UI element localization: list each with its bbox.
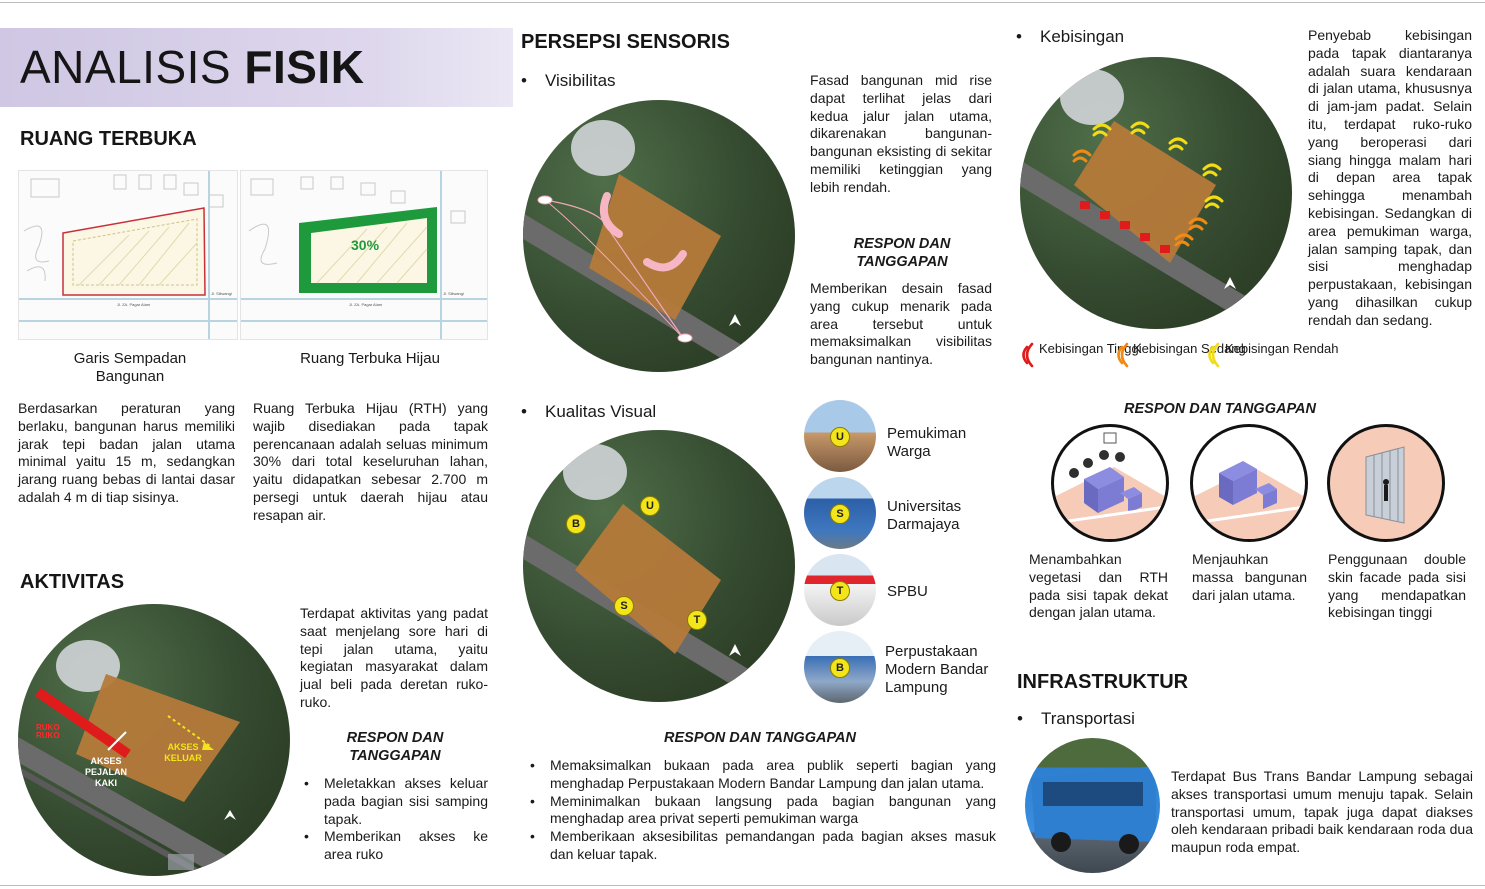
caption-garis-sempadan: Garis Sempadan Bangunan	[73, 350, 187, 385]
legend-rendah-icon	[1206, 342, 1220, 368]
bottom-rule	[0, 885, 1485, 886]
bullet-transportasi: • Transportasi	[1017, 709, 1135, 728]
text-transportasi: Terdapat Bus Trans Bandar Lampung sebagai akses transportasi umum menuju tapak. Selain transportasi umum, tapak juga dapat diakses oleh kendaraan pribadi baik kendaraan roda dua maupun roda empat.	[1171, 768, 1473, 856]
heading-ruang-terbuka: RUANG TERBUKA	[20, 128, 197, 150]
solution-vegetasi-illustration	[1051, 424, 1169, 542]
legend-sedang-icon	[1115, 342, 1129, 368]
legend-tinggi-label: Kebisingan Tinggi	[1039, 341, 1142, 356]
rth-percent-label: 30%	[351, 237, 380, 253]
respon-title-kualitas: RESPON DAN TANGGAPAN	[664, 730, 856, 746]
plan-right-side-label: Jl. Siliwangi	[443, 291, 464, 296]
marker-t: T	[687, 610, 707, 630]
plan-left-road-label: Jl. ZA. Pagar Alam	[117, 302, 151, 307]
bullet-kualitas-visual: • Kualitas Visual	[521, 402, 657, 421]
respon-list-kualitas	[526, 757, 996, 864]
plan-left-side-label: Jl. Siliwangi	[211, 291, 232, 296]
map-kebisingan	[1020, 57, 1292, 329]
aktivitas-map-art	[18, 604, 290, 876]
list-item: • Meletakkan akses keluar pada bagian sisi samping tapak.	[300, 775, 488, 828]
marker-u: U	[640, 496, 660, 516]
label-ruko: RUKO RUKO	[36, 723, 60, 740]
solution-double-skin-text: Penggunaan double skin facade pada sisi yang mendapatkan kebisingan tinggi	[1328, 551, 1466, 621]
bullet-kebisingan: • Kebisingan	[1016, 27, 1125, 46]
list-item: • Memaksimalkan bukaan pada area publik seperti bagian yang menghadap Perpustakaan Modern Bandar Lampung dan jalan utama.	[526, 757, 996, 793]
legend-rendah-label: Kebisingan Rendah	[1225, 341, 1339, 356]
map-visibilitas	[523, 100, 795, 372]
label-universitas: Universitas Darmajaya	[887, 498, 962, 533]
map-kualitas-visual	[523, 430, 795, 702]
text-kebisingan: Penyebab kebisingan pada tapak diantaranya adalah suara kendaraan di jalan utama, khususnya di jam-jam padat. Selain itu, terdapat ruko-ruko yang beroperasi dari siang hingga malam hari di depan area tapak sehingga menambah kebisingan. Sedangkan di area pemukiman warga, jalan samping tapak, dan sisi menghadap perpustakaan, kebisingan yang dihasilkan cukup rendah dan sedang.	[1308, 27, 1472, 328]
kualitas-map-art	[523, 430, 795, 702]
badge-u: U	[830, 427, 850, 447]
plan-rth	[240, 170, 488, 340]
bullet-visibilitas: • Visibilitas	[521, 71, 616, 90]
thumb-universitas	[804, 477, 876, 549]
label-akses-keluar: AKSES KELUAR	[164, 742, 202, 763]
respon-title-visibilitas: RESPON DAN TANGGAPAN	[853, 236, 951, 270]
solution-double-skin-illustration	[1327, 424, 1445, 542]
thumb-perpustakaan	[804, 631, 876, 703]
badge-s: S	[830, 504, 850, 524]
marker-s: S	[614, 596, 634, 616]
solution-jauhkan-text: Menjauhkan massa bangunan dari jalan utama.	[1192, 551, 1307, 603]
list-item: • Memberikan akses ke area ruko	[300, 828, 488, 864]
page-title: ANALISIS FISIK	[20, 41, 365, 93]
solution-jauhkan-art	[1193, 427, 1305, 539]
solution-double-skin-art	[1330, 427, 1442, 539]
solution-jauhkan-illustration	[1190, 424, 1308, 542]
text-aktivitas: Terdapat aktivitas yang padat saat menjelang sore hari di tepi jalan utama, yaitu kegiatan masyarakat dalam jual beli pada deretan ruko-ruko.	[300, 605, 488, 710]
badge-t: T	[830, 581, 850, 601]
rth-diagram	[241, 171, 488, 340]
plan-garis-sempadan	[18, 170, 238, 340]
respon-list-aktivitas	[300, 775, 488, 864]
photo-bus-trans	[1025, 738, 1160, 873]
solution-vegetasi-text: Menambahkan vegetasi dan RTH pada sisi tapak dekat dengan jalan utama.	[1029, 551, 1168, 621]
list-item: • Meminimalkan bukaan langsung pada bagian bangunan yang menghadap area privat seperti pemukiman warga	[526, 793, 996, 829]
caption-rth: Ruang Terbuka Hijau	[300, 350, 440, 367]
legend-sedang-label: Kebisingan Sedang	[1133, 341, 1246, 356]
text-visibilitas: Fasad bangunan mid rise dapat terlihat jelas dari kedua jalur jalan utama, dikarenakan bangunan-bangunan eksisting di sekitar memiliki ketinggian yang lebih rendah.	[810, 72, 992, 195]
respon-title-kebisingan: RESPON DAN TANGGAPAN	[1124, 401, 1316, 417]
label-pemukiman: Pemukiman Warga	[887, 425, 967, 460]
respon-text-visibilitas: Memberikan desain fasad yang cukup menarik pada area tersebut untuk memaksimalkan visibilitas bangunan nantinya.	[810, 280, 992, 368]
list-item: • Memberikaan aksesibilitas pemandangan pada bagian akses masuk dan keluar tapak.	[526, 828, 996, 864]
heading-persepsi-sensoris: PERSEPSI SENSORIS	[521, 31, 730, 53]
badge-b: B	[830, 658, 850, 678]
bus-art	[1025, 738, 1160, 873]
map-aktivitas	[18, 604, 290, 876]
legend-tinggi-icon	[1020, 342, 1034, 368]
visibilitas-map-art	[523, 100, 795, 372]
text-garis-sempadan: Berdasarkan peraturan yang berlaku, bangunan harus memiliki jarak tepi badan jalan utama minimal yaitu 15 m, sedangkan jarang ruang bebas di lantai dasar adalah 4 m di tiap sisinya.	[18, 400, 235, 505]
text-rth: Ruang Terbuka Hijau (RTH) yang wajib disediakan pada tapak perencanaan adalah seluas minimum 30% dari total keseluruhan lahan, yaitu didapatkan sebesar 2.700 m persegi untuk daerah hijau atau resapan air.	[253, 400, 488, 523]
thumb-pemukiman	[804, 400, 876, 472]
top-rule	[0, 2, 1485, 3]
respon-title-aktivitas: RESPON DAN TANGGAPAN	[346, 730, 444, 764]
marker-b: B	[566, 514, 586, 534]
thumb-spbu	[804, 554, 876, 626]
plan-right-road-label: Jl. ZA. Pagar Alam	[349, 302, 383, 307]
heading-aktivitas: AKTIVITAS	[20, 571, 125, 593]
label-akses-pejalan-kaki: AKSES PEJALAN KAKI	[84, 756, 127, 788]
heading-infrastruktur: INFRASTRUKTUR	[1017, 671, 1189, 693]
sempadan-diagram	[19, 171, 238, 340]
kebisingan-map-art	[1020, 57, 1292, 329]
solution-vegetasi-art	[1054, 427, 1166, 539]
label-perpustakaan: Perpustakaan Modern Bandar Lampung	[885, 643, 989, 696]
label-spbu: SPBU	[887, 583, 928, 600]
